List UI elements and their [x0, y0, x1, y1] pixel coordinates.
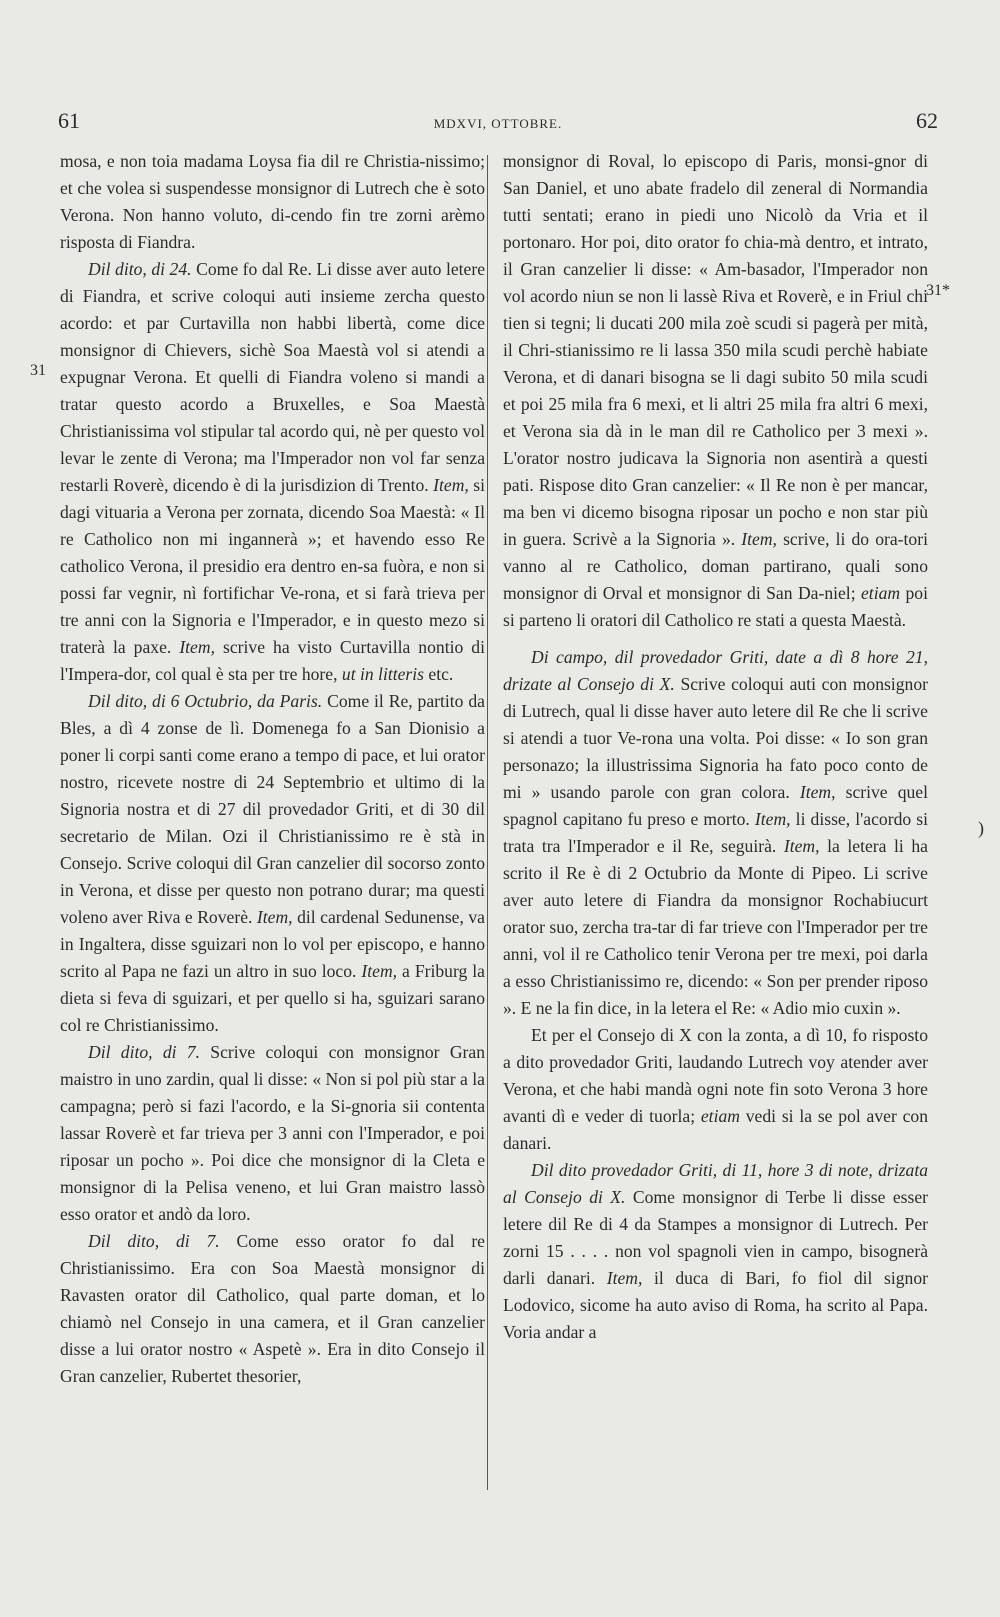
item-marker: Item,: [179, 637, 215, 657]
running-head: MDXVI, OTTOBRE.: [433, 116, 563, 131]
paragraph-text: etc.: [424, 664, 454, 684]
entry-heading: Dil dito, di 6 Octubrio, da Paris.: [88, 691, 323, 711]
paragraph: [503, 148, 928, 634]
item-marker: Item,: [754, 809, 791, 829]
item-marker: etiam: [700, 1106, 740, 1126]
entry-heading: Dil dito, di 24.: [88, 259, 192, 279]
paragraph: [60, 688, 485, 1039]
paragraph-text: scrive ha visto Curtavilla nontio di l'Impera-dor, col qual è sta per tre hore,: [60, 637, 485, 684]
paragraph-text: Scrive coloqui con monsignor Gran maistro in uno zardin, qual li disse: « Non si pol più star a la campagna; però si fazi l'acordo, e la Si-gnoria sii contenta lassar Roverè et far trieva per 3 anni con l'Imperador, e poi riposar un pocho ». Poi dice che monsignor di la Cleta e monsignor di la Pelisa veneno, et lui Gran maistro lassò esso orator et andò da loro.: [60, 1042, 485, 1224]
item-marker: Item,: [783, 836, 820, 856]
entry-heading: Dil dito, di 7.: [88, 1042, 200, 1062]
margin-note-left: 31: [30, 362, 46, 379]
margin-note-right: 31*: [926, 282, 950, 299]
item-marker: Item,: [433, 475, 469, 495]
paragraph: [503, 1157, 928, 1346]
paragraph-text: dil cardenal Sedunense, va in Ingaltera, disse sguizari non lo vol per episcopo, e hanno scrito al Papa ne fazi un altro in suo loco.: [60, 907, 485, 981]
item-marker: Item,: [606, 1268, 643, 1288]
page-header: [58, 108, 938, 138]
paragraph: [60, 148, 485, 256]
paragraph-text: monsignor di Roval, lo episcopo di Paris, monsi-gnor di San Daniel, et uno abate fradelo dil zeneral di Normandia tutti sentati; erano in piedi uno Nicolò da Vria et il portonaro. Hor poi, dito orator fo chia-mà dentro, et intrato, il Gran canzelier li disse: « Am-basador, l'Imperador non vol acordo niun se non li lassè Riva et Roverè, e in Friul chi tien si tegni; li ducati 200 mila zoè scudi si pagerà per mità, il Chri-stianissimo re li lassa 350 mila scudi perchè habiate Verona, et di danari bisogna se li dagi subito 50 mila scudi et poi 25 mila fra 6 mexi, et li altri 25 mila fra altri 6 mexi, et Verona sia dà in le man dil re Catholico per 3 mexi ». L'orator nostro judicava la Signoria non asentirà a questi pati. Rispose dito Gran canzelier: « Il Re non è per mancar, ma ben vi dicemo bisogna riposar un pocho e non star più in guera. Scrivè a la Signoria ».: [503, 151, 928, 549]
paragraph-text: la letera li ha scrito il Re è di 2 Octubrio da Monte di Pipeo. Li scrive aver auto letere di Fiandra da monsignor Rochabiucurt orator suo, zercha tra-tar di far trieve con l'Imperador per tre anni, vol il re Catholico tenir Verona per tre mexi, poi darla a esso Christianissimo re, dicendo: « Son per prender riposo ». E ne la fin dice, in la letera el Re: « Adio mio cuxin ».: [503, 836, 928, 1018]
paragraph-text: il duca di Bari, fo fiol dil signor Lodovico, sicome ha auto aviso di Roma, ha scrito al Papa. Voria andar a: [503, 1268, 928, 1342]
paragraph-text: poi si parteno li oratori dil Catholico re stati a questa Maestà.: [503, 583, 928, 630]
paragraph-text: a Friburg la dieta si feva di sguizari, et per quello si ha, sguizari sarano col re Christianissimo.: [60, 961, 485, 1035]
paragraph-text: mosa, e non toia madama Loysa fia dil re Christia-nissimo; et che volea si suspendesse monsignor di Lutrech che è soto Verona. Non hanno voluto, di-cendo fin tre zorni arèmo risposta di Fiandra.: [60, 151, 485, 252]
paragraph-text: Come il Re, partito da Bles, a dì 4 zonse de lì. Domenega fo a San Dionisio a poner li corpi santi come erano a tempo di pace, et lui orator nostro, ricevete nostre di 24 Septembrio et ultimo di la Signoria nostra et di 27 dil provedador Griti, et di 30 dil secretario de Milan. Ozi il Christianissimo re è stà in Consejo. Scrive coloqui dil Gran canzelier dil socorso zonto in Verona, et disse per questo non potrano durar; ma questi voleno aver Riva e Roverè.: [60, 691, 485, 927]
left-column: [60, 148, 485, 1390]
paragraph-text: Come fo dal Re. Li disse aver auto letere di Fiandra, et scrive coloqui auti insieme zercha questo acordo: et par Curtavilla non habbi libertà, come dice monsignor di Chievers, sichè Soa Maestà vol si atendi a expugnar Verona. Et quelli di Fiandra voleno si mandi a tratar questo acordo a Bruxelles, e Soa Maestà Christianissima vol stipular tal acordo qui, nè per questo vol levar le zente di Verona; ma l'Imperador non vol far senza restarli Roverè, dicendo è di la jurisdizion di Trento.: [60, 259, 486, 495]
page-number-left: 61: [58, 108, 80, 133]
item-marker: etiam: [861, 583, 901, 603]
right-column: [503, 148, 928, 1346]
page-number-right: 62: [916, 108, 938, 133]
paragraph: [60, 1039, 485, 1228]
paragraph: [60, 256, 485, 688]
paragraph-text: vedi si la se pol aver con danari.: [503, 1106, 928, 1153]
latin-phrase: ut in litteris: [341, 664, 425, 684]
paragraph-text: Scrive coloqui auti con monsignor di Lutrech, qual li disse haver auto letere dil Re che li scrive si atendi a tuor Ve-rona una volta. Poi disse: « Io son gran personazo; la illustrissima Signoria ha fato poco conto de mi » usando parole con gran colora.: [503, 674, 928, 802]
paragraph: [60, 1228, 485, 1390]
item-marker: Item,: [256, 907, 293, 927]
paragraph-text: Et per el Consejo di X con la zonta, a dì 10, fo risposto a dito provedador Griti, laudando Lutrech voy atender aver Verona, et che habi mandà ogni note fin soto Verona 3 hore avanti dì e veder di tuorla;: [503, 1025, 928, 1126]
item-marker: Item,: [799, 782, 836, 802]
item-marker: Item,: [741, 529, 777, 549]
entry-heading: Dil dito, di 7.: [88, 1231, 220, 1251]
margin-mark: ): [978, 818, 984, 838]
paragraph-text: si dagi vituaria a Verona per zornata, dicendo Soa Maestà: « Il re Catholico non mi ingannerà »; et havendo esso Re catholico Verona, il presidio era dentro en-sa fuòra, e non si possi far vegnir, nì fortifichar Ve-rona, et si farà trieva per tre anni con la Signoria e l'Imperador, e in questo mezo si traterà la paxe.: [60, 475, 485, 657]
paragraph-text: scrive, li do ora-tori vanno al re Catholico, doman partirano, quali sono monsignor di Orval et monsignor di San Da-niel;: [503, 529, 928, 603]
paragraph-text: li disse, l'acordo si trata tra l'Imperador e il Re, seguirà.: [503, 809, 928, 856]
entry-heading: Dil dito provedador Griti, di 11, hore 3 di note, drizata al Consejo di X.: [503, 1160, 928, 1207]
item-marker: Item,: [361, 961, 398, 981]
column-divider: [487, 155, 488, 1490]
paragraph: [503, 1022, 928, 1157]
paragraph-text: Come esso orator fo dal re Christianissimo. Era con Soa Maestà monsignor di Ravasten orator dil Catholico, qual parte doman, et lo chiamò nel Consejo in una camera, et il Gran canzelier disse a lui orator nostro « Aspetè ». Era in dito Consejo il Gran canzelier, Rubertet thesorier,: [60, 1231, 485, 1386]
entry-heading: Di campo, dil provedador Griti, date a dì 8 hore 21, drizate al Consejo di X.: [503, 647, 928, 694]
paragraph-text: scrive quel spagnol capitano fu preso e morto.: [503, 782, 928, 829]
paragraph: [503, 644, 928, 1022]
paragraph-text: Come monsignor di Terbe li disse esser letere dil Re di 4 da Stampes a monsignor di Lutrech. Per zorni 15 . . . . non vol spagnoli vien in campo, bisognerà darli danari.: [503, 1187, 928, 1288]
